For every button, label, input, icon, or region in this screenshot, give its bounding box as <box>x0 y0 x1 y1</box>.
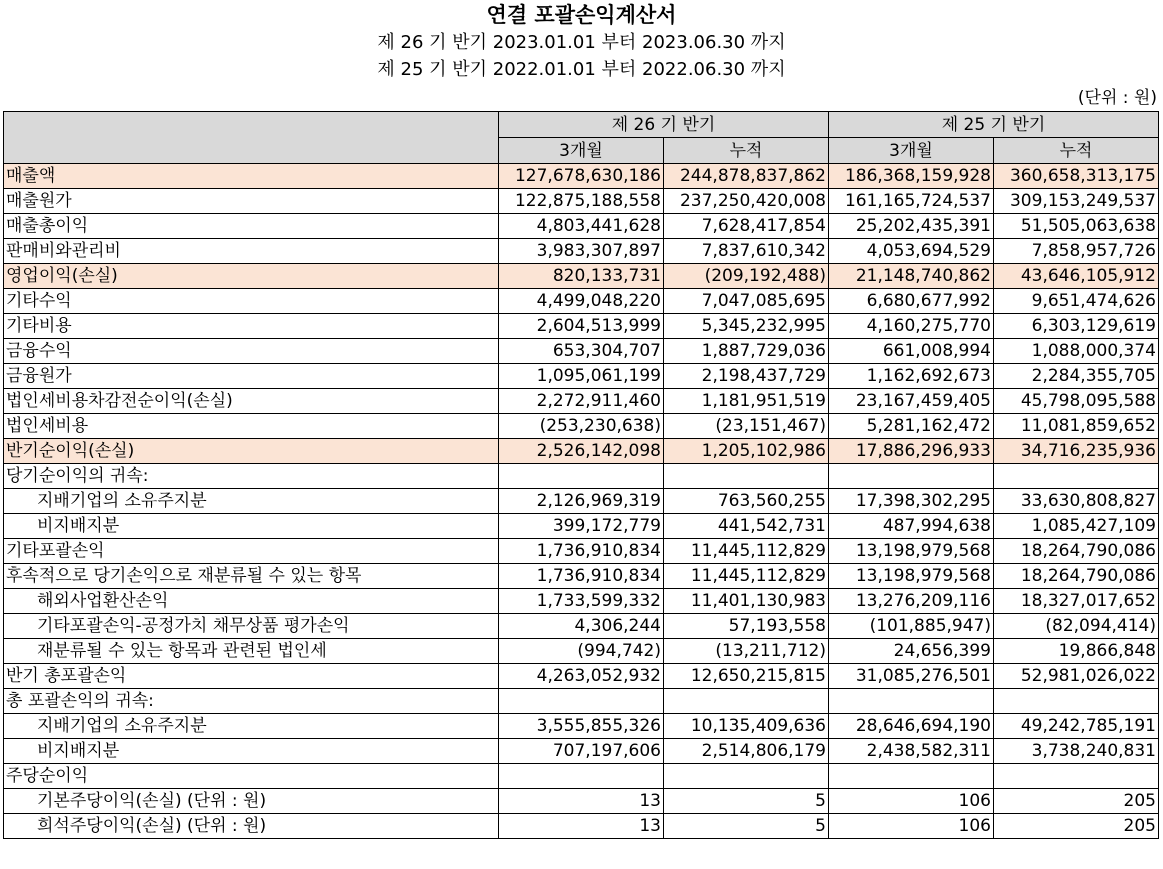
row-value <box>499 689 664 714</box>
row-label: 매출원가 <box>4 189 499 214</box>
table-row <box>4 739 1159 764</box>
row-value: 31,085,276,501 <box>829 664 994 689</box>
row-value: 13 <box>499 814 664 839</box>
row-value: 2,126,969,319 <box>499 489 664 514</box>
row-label: 기타비용 <box>4 314 499 339</box>
row-value: 763,560,255 <box>664 489 829 514</box>
row-value: 19,866,848 <box>994 639 1159 664</box>
row-value: 7,628,417,854 <box>664 214 829 239</box>
row-value: 6,680,677,992 <box>829 289 994 314</box>
row-value: 7,047,085,695 <box>664 289 829 314</box>
row-value <box>664 689 829 714</box>
row-label: 비지배지분 <box>4 739 499 764</box>
row-value: 13,198,979,568 <box>829 539 994 564</box>
row-label: 후속적으로 당기손익으로 재분류될 수 있는 항목 <box>4 564 499 589</box>
row-value <box>664 464 829 489</box>
row-value: 23,167,459,405 <box>829 389 994 414</box>
row-value: 5,345,232,995 <box>664 314 829 339</box>
row-value: 3,555,855,326 <box>499 714 664 739</box>
table-row <box>4 439 1159 464</box>
row-value: 45,798,095,588 <box>994 389 1159 414</box>
row-value: 13 <box>499 789 664 814</box>
row-value: 127,678,630,186 <box>499 164 664 189</box>
row-label: 반기 총포괄손익 <box>4 664 499 689</box>
statement-title: 연결 포괄손익계산서 <box>486 3 677 27</box>
table-row <box>4 464 1159 489</box>
table-row <box>4 414 1159 439</box>
row-value: 2,284,355,705 <box>994 364 1159 389</box>
table-row <box>4 689 1159 714</box>
table-row <box>4 389 1159 414</box>
row-value: 34,716,235,936 <box>994 439 1159 464</box>
row-label: 지배기업의 소유주지분 <box>4 489 499 514</box>
row-label: 희석주당이익(손실) (단위 : 원) <box>4 814 499 839</box>
row-value: 441,542,731 <box>664 514 829 539</box>
row-label: 판매비와관리비 <box>4 239 499 264</box>
row-value: 17,398,302,295 <box>829 489 994 514</box>
row-value: 707,197,606 <box>499 739 664 764</box>
row-value: 399,172,779 <box>499 514 664 539</box>
header-prior-3m: 3개월 <box>829 138 994 164</box>
table-row <box>4 339 1159 364</box>
row-value: 7,858,957,726 <box>994 239 1159 264</box>
row-value <box>499 764 664 789</box>
unit-note: (단위 : 원) <box>1077 88 1157 108</box>
table-row <box>4 714 1159 739</box>
row-value: 28,646,694,190 <box>829 714 994 739</box>
row-value: 5 <box>664 789 829 814</box>
row-value: (994,742) <box>499 639 664 664</box>
header-current-3m: 3개월 <box>499 138 664 164</box>
row-value: 43,646,105,912 <box>994 264 1159 289</box>
row-value <box>994 464 1159 489</box>
header-prior-cum: 누적 <box>994 138 1159 164</box>
row-value: (23,151,467) <box>664 414 829 439</box>
row-value: 51,505,063,638 <box>994 214 1159 239</box>
row-value: 1,205,102,986 <box>664 439 829 464</box>
header-current-cum: 누적 <box>664 138 829 164</box>
row-label: 법인세비용 <box>4 414 499 439</box>
row-value: 1,181,951,519 <box>664 389 829 414</box>
table-row <box>4 764 1159 789</box>
row-value: 122,875,188,558 <box>499 189 664 214</box>
table-row <box>4 589 1159 614</box>
row-value: 4,160,275,770 <box>829 314 994 339</box>
row-value: 25,202,435,391 <box>829 214 994 239</box>
row-value: 1,162,692,673 <box>829 364 994 389</box>
row-value: 18,264,790,086 <box>994 564 1159 589</box>
row-value: 18,264,790,086 <box>994 539 1159 564</box>
row-label: 금융원가 <box>4 364 499 389</box>
row-value <box>829 464 994 489</box>
row-value: 1,085,427,109 <box>994 514 1159 539</box>
table-row <box>4 564 1159 589</box>
row-value: 653,304,707 <box>499 339 664 364</box>
table-row <box>4 789 1159 814</box>
row-label: 기타포괄손익-공정가치 채무상품 평가손익 <box>4 614 499 639</box>
row-value: 4,263,052,932 <box>499 664 664 689</box>
row-value: 57,193,558 <box>664 614 829 639</box>
row-value: 4,053,694,529 <box>829 239 994 264</box>
row-value: 9,651,474,626 <box>994 289 1159 314</box>
row-value: 1,733,599,332 <box>499 589 664 614</box>
row-value: 2,272,911,460 <box>499 389 664 414</box>
row-value: 6,303,129,619 <box>994 314 1159 339</box>
header-row-groups <box>4 112 1159 138</box>
row-value: 2,526,142,098 <box>499 439 664 464</box>
row-label: 금융수익 <box>4 339 499 364</box>
table-row <box>4 264 1159 289</box>
row-value <box>664 764 829 789</box>
row-value: (82,094,414) <box>994 614 1159 639</box>
row-value: 186,368,159,928 <box>829 164 994 189</box>
row-value: 1,887,729,036 <box>664 339 829 364</box>
row-label: 당기순이익의 귀속: <box>4 464 499 489</box>
row-value: 24,656,399 <box>829 639 994 664</box>
row-label: 매출총이익 <box>4 214 499 239</box>
row-label: 지배기업의 소유주지분 <box>4 714 499 739</box>
row-value: 10,135,409,636 <box>664 714 829 739</box>
row-value: 3,983,307,897 <box>499 239 664 264</box>
row-label: 법인세비용차감전순이익(손실) <box>4 389 499 414</box>
row-value: 5 <box>664 814 829 839</box>
table-row <box>4 239 1159 264</box>
row-value: 49,242,785,191 <box>994 714 1159 739</box>
row-value: 237,250,420,008 <box>664 189 829 214</box>
row-value: 18,327,017,652 <box>994 589 1159 614</box>
table-row <box>4 364 1159 389</box>
row-value: 17,886,296,933 <box>829 439 994 464</box>
row-value: 7,837,610,342 <box>664 239 829 264</box>
row-value: 2,604,513,999 <box>499 314 664 339</box>
row-value: 11,445,112,829 <box>664 564 829 589</box>
table-row <box>4 214 1159 239</box>
row-value: (209,192,488) <box>664 264 829 289</box>
row-value: (101,885,947) <box>829 614 994 639</box>
row-label: 재분류될 수 있는 항목과 관련된 법인세 <box>4 639 499 664</box>
row-value: 5,281,162,472 <box>829 414 994 439</box>
table-row <box>4 489 1159 514</box>
row-value <box>829 689 994 714</box>
row-value: 4,499,048,220 <box>499 289 664 314</box>
table-row <box>4 814 1159 839</box>
row-value: 11,445,112,829 <box>664 539 829 564</box>
header-group-current: 제 26 기 반기 <box>499 112 829 138</box>
row-value <box>994 689 1159 714</box>
row-value: 244,878,837,862 <box>664 164 829 189</box>
table-row <box>4 664 1159 689</box>
row-value: 1,095,061,199 <box>499 364 664 389</box>
row-value <box>994 764 1159 789</box>
row-value: 360,658,313,175 <box>994 164 1159 189</box>
row-value: 205 <box>994 814 1159 839</box>
row-value: 11,081,859,652 <box>994 414 1159 439</box>
row-value: 161,165,724,537 <box>829 189 994 214</box>
row-label: 매출액 <box>4 164 499 189</box>
row-value: 487,994,638 <box>829 514 994 539</box>
table-row <box>4 514 1159 539</box>
income-statement-table <box>3 111 1159 839</box>
header-account-cell <box>4 112 499 164</box>
row-label: 해외사업환산손익 <box>4 589 499 614</box>
row-label: 비지배지분 <box>4 514 499 539</box>
row-value: 1,736,910,834 <box>499 564 664 589</box>
row-value: 21,148,740,862 <box>829 264 994 289</box>
row-value <box>499 464 664 489</box>
row-value: 2,514,806,179 <box>664 739 829 764</box>
table-row <box>4 539 1159 564</box>
row-value: 13,198,979,568 <box>829 564 994 589</box>
table-row <box>4 314 1159 339</box>
row-value: 2,438,582,311 <box>829 739 994 764</box>
table-row <box>4 164 1159 189</box>
header-group-prior: 제 25 기 반기 <box>829 112 1159 138</box>
row-value: (253,230,638) <box>499 414 664 439</box>
row-label: 주당순이익 <box>4 764 499 789</box>
row-label: 반기순이익(손실) <box>4 439 499 464</box>
row-value: 4,306,244 <box>499 614 664 639</box>
row-value: 1,736,910,834 <box>499 539 664 564</box>
row-value: 52,981,026,022 <box>994 664 1159 689</box>
row-value: 4,803,441,628 <box>499 214 664 239</box>
row-value: 309,153,249,537 <box>994 189 1159 214</box>
row-label: 기타포괄손익 <box>4 539 499 564</box>
row-value: 33,630,808,827 <box>994 489 1159 514</box>
row-value: 12,650,215,815 <box>664 664 829 689</box>
period-current: 제 26 기 반기 2023.01.01 부터 2023.06.30 까지 <box>377 32 786 53</box>
row-value: 1,088,000,374 <box>994 339 1159 364</box>
row-value: 661,008,994 <box>829 339 994 364</box>
row-label: 기본주당이익(손실) (단위 : 원) <box>4 789 499 814</box>
row-value <box>829 764 994 789</box>
row-value: 11,401,130,983 <box>664 589 829 614</box>
table-row <box>4 614 1159 639</box>
row-label: 기타수익 <box>4 289 499 314</box>
table-row <box>4 289 1159 314</box>
row-label: 총 포괄손익의 귀속: <box>4 689 499 714</box>
row-value: 3,738,240,831 <box>994 739 1159 764</box>
row-value: 106 <box>829 789 994 814</box>
row-value: 2,198,437,729 <box>664 364 829 389</box>
row-label: 영업이익(손실) <box>4 264 499 289</box>
table-row <box>4 639 1159 664</box>
period-prior: 제 25 기 반기 2022.01.01 부터 2022.06.30 까지 <box>377 59 786 80</box>
table-row <box>4 189 1159 214</box>
row-value: 205 <box>994 789 1159 814</box>
row-value: (13,211,712) <box>664 639 829 664</box>
row-value: 106 <box>829 814 994 839</box>
row-value: 820,133,731 <box>499 264 664 289</box>
row-value: 13,276,209,116 <box>829 589 994 614</box>
